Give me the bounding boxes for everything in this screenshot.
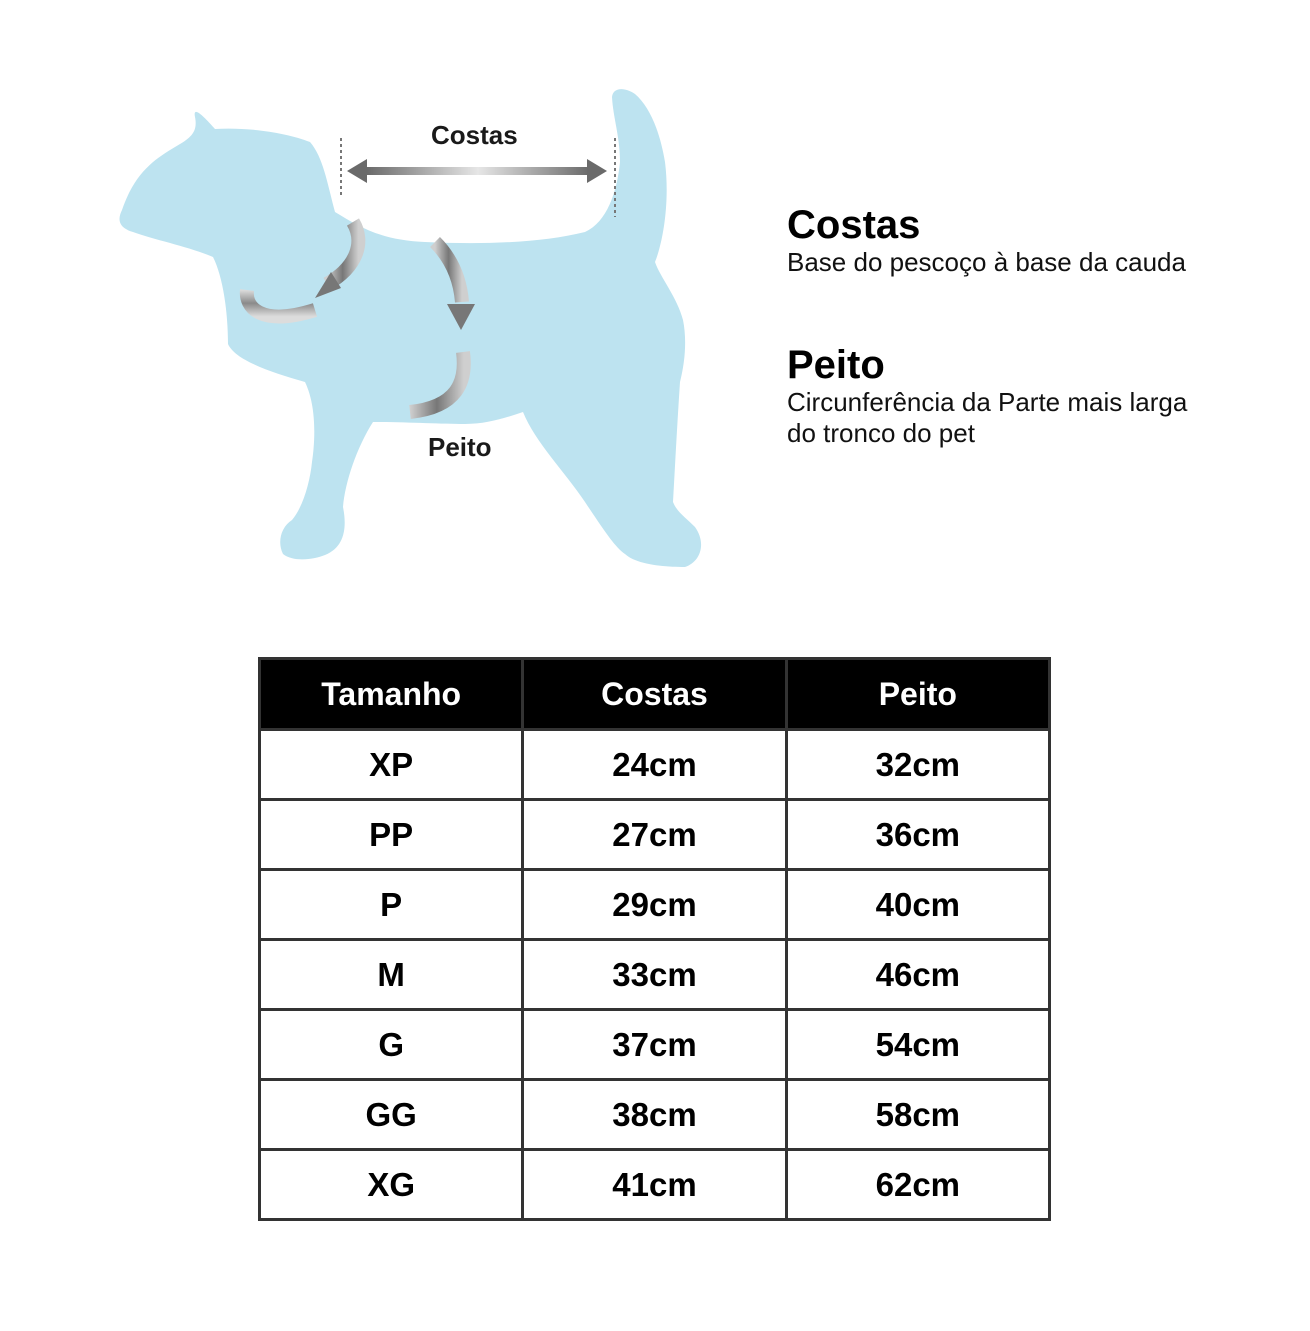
cell-size: XG [260,1150,523,1220]
table-row [260,1080,1050,1150]
legend-back-title: Costas [787,203,921,247]
legend-chest-description-line-2: do tronco do pet [787,418,975,448]
header-back: Costas [523,659,786,730]
table-row [260,870,1050,940]
table-row [260,940,1050,1010]
cell-chest: 36cm [786,800,1049,870]
table-row [260,800,1050,870]
cell-chest: 54cm [786,1010,1049,1080]
table-row [260,1150,1050,1220]
dog-measurement-illustration [95,62,735,602]
table-row [260,1010,1050,1080]
cell-chest: 46cm [786,940,1049,1010]
legend-back [787,203,1287,278]
cell-back: 27cm [523,800,786,870]
cell-size: PP [260,800,523,870]
cell-size: GG [260,1080,523,1150]
figure-label-chest: Peito [428,432,492,462]
back-arrow-shaft [363,167,593,175]
legend-chest [787,343,1287,449]
cell-size: M [260,940,523,1010]
cell-back: 37cm [523,1010,786,1080]
cell-back: 29cm [523,870,786,940]
figure-label-back: Costas [431,120,518,150]
cell-back: 24cm [523,730,786,800]
legend-chest-description-line-1: Circunferência da Parte mais larga [787,387,1188,417]
cell-size: XP [260,730,523,800]
dog-body [120,89,702,567]
cell-chest: 62cm [786,1150,1049,1220]
cell-back: 38cm [523,1080,786,1150]
size-table [258,657,1051,1221]
header-size: Tamanho [260,659,523,730]
cell-chest: 58cm [786,1080,1049,1150]
cell-chest: 40cm [786,870,1049,940]
cell-back: 41cm [523,1150,786,1220]
cell-chest: 32cm [786,730,1049,800]
dog-figure [95,62,735,602]
legend-back-description: Base do pescoço à base da cauda [787,247,1186,277]
cell-size: P [260,870,523,940]
legend-chest-title: Peito [787,343,885,387]
cell-size: G [260,1010,523,1080]
back-arrow-left-head [347,159,367,183]
table-header-row [260,659,1050,730]
header-chest: Peito [786,659,1049,730]
table-row [260,730,1050,800]
cell-back: 33cm [523,940,786,1010]
back-arrow-right-head [587,159,607,183]
